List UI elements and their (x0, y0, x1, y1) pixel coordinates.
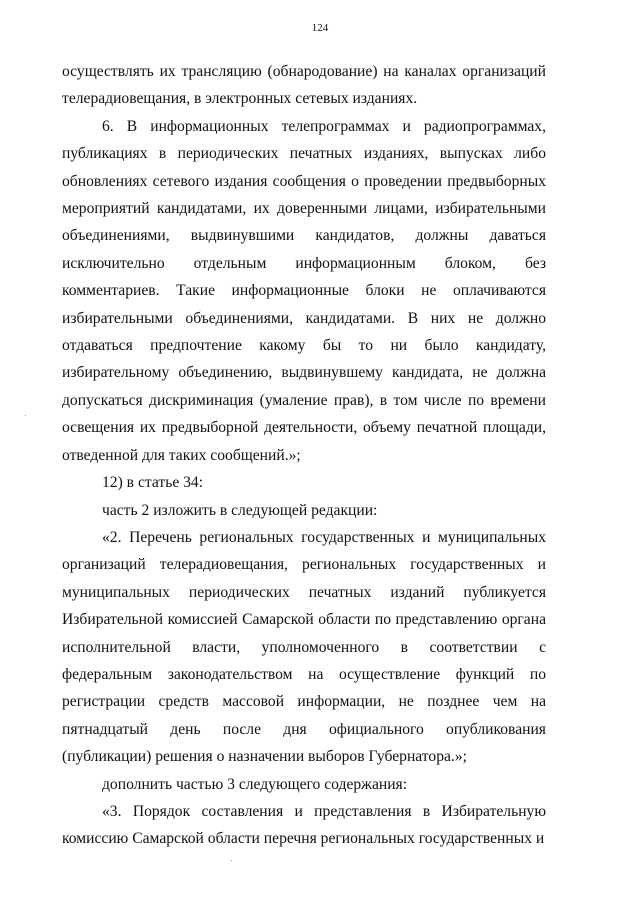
scan-speck (231, 860, 232, 861)
paragraph-part-2-text: «2. Перечень региональных государственных и муниципальных организаций телерадиовещания, региональных государственных и муниципальных периодических печатных изданий публикуется Избирательной комиссией Самарской области по представлению органа исполнительной власти, уполномоченного в соответствии с федеральным законодательством на осуществление функций по регистрации средств массовой информации, не позднее чем на пятнадцатый день после дня официального опубликования (публикации) решения о назначении выборов Губернатора.»; (62, 528, 546, 766)
page-number: 124 (311, 22, 329, 34)
paragraph-continuation: осуществлять их трансляцию (обнародование) на каналах организаций телерадиовещания, в электронных сетевых изданиях. (62, 63, 546, 108)
document-body (62, 58, 546, 853)
paragraph-item-6: 6. В информационных телепрограммах и радиопрограммах, публикациях в периодических печатных изданиях, выпусках либо обновлениях сетевого издания сообщения о проведении предвыборных мероприятий кандидатами, их доверенными лицами, избирательными объединениями, выдвинувшими кандидатов, должны даваться исключительно отдельным информационным блоком, без комментариев. Такие информационные блоки не оплачиваются избирательными объединениями, кандидатами. В них не должно отдаваться предпочтение какому бы то ни было кандидату, избирательному объединению, выдвинувшему кандидата, не должна допускаться дискриминация (умаление прав), в том числе по времени освещения их предвыборной деятельности, объему печатной площади, отведенной для таких сообщений.»; (62, 117, 546, 464)
paragraph-part-3-heading: дополнить частью 3 следующего содержания: (102, 775, 408, 793)
paragraph-part-3-text: «3. Порядок составления и представления в Избирательную комиссию Самарской области перечня региональных государственных и (62, 802, 546, 848)
paragraph-amendment-12: 12) в статье 34: (102, 474, 204, 492)
paragraph-part-2-heading: часть 2 изложить в следующей редакции: (102, 501, 378, 519)
scan-speck (25, 415, 26, 416)
